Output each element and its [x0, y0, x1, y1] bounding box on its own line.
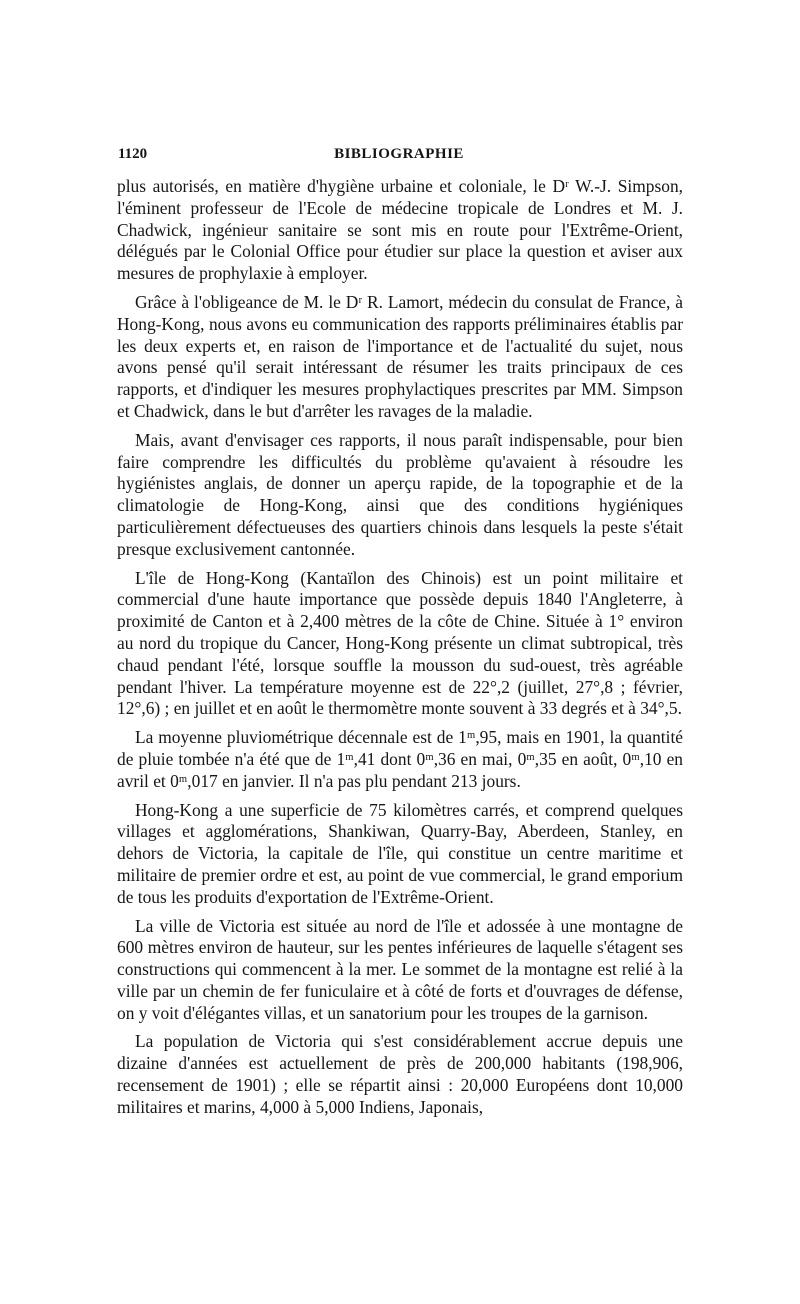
paragraph: Hong-Kong a une superficie de 75 kilomètres carrés, et comprend quelques villages et agglomérations, Shankiwan, Quarry-Bay, Aberdeen, Stanley, en dehors de Victoria, la capitale de l'île, qui constitue un centre maritime et militaire de premier ordre et est, au point de vue commercial, le grand emporium de tous les produits d'exportation de l'Extrême-Orient. [117, 799, 683, 907]
paragraph: L'île de Hong-Kong (Kantaïlon des Chinois) est un point militaire et commercial d'une haute importance que possède depuis 1840 l'Angleterre, à proximité de Canton et à 2,400 mètres de la côte de Chine. Située à 1° environ au nord du tropique du Cancer, Hong-Kong présente un climat subtropical, très chaud pendant l'été, lorsque souffle la mousson du sud-ouest, très agréable pendant l'hiver. La température moyenne est de 22°,2 (juillet, 27°,8 ; février, 12°,6) ; en juillet et en août le thermomètre monte souvent à 33 degrés et à 34°,5. [117, 567, 683, 719]
paragraph: Grâce à l'obligeance de M. le Dʳ R. Lamort, médecin du consulat de France, à Hong-Kong, nous avons eu communication des rapports préliminaires établis par les deux experts et, en raison de l'importance et de l'actualité du sujet, nous avons pensé qu'il serait intéressant de résumer les traits principaux de ces rapports, et d'indiquer les mesures prophylactiques prescrites par MM. Simpson et Chadwick, dans le but d'arrêter les ravages de la maladie. [117, 291, 683, 421]
paragraph: La population de Victoria qui s'est considérablement accrue depuis une dizaine d'années est actuellement de près de 200,000 habitants (198,906, recensement de 1901) ; elle se répartit ainsi : 20,000 Européens dont 10,000 militaires et marins, 4,000 à 5,000 Indiens, Japonais, [117, 1031, 683, 1117]
page-header [118, 146, 680, 166]
running-title: BIBLIOGRAPHIE [334, 146, 464, 162]
paragraph: plus autorisés, en matière d'hygiène urbaine et coloniale, le Dʳ W.-J. Simpson, l'éminent professeur de l'Ecole de médecine tropicale de Londres et M. J. Chadwick, ingénieur sanitaire se sont mis en route pour l'Extrême-Orient, délégués par le Colonial Office pour étudier sur place la question et aviser aux mesures de prophylaxie à employer. [117, 176, 683, 284]
paragraph: La moyenne pluviométrique décennale est de 1ᵐ,95, mais en 1901, la quantité de pluie tombée n'a été que de 1ᵐ,41 dont 0ᵐ,36 en mai, 0ᵐ,35 en août, 0ᵐ,10 en avril et 0ᵐ,017 en janvier. Il n'a pas plu pendant 213 jours. [117, 727, 683, 791]
body-text [117, 176, 683, 1126]
page-number: 1120 [118, 146, 148, 162]
paragraph: Mais, avant d'envisager ces rapports, il nous paraît indispensable, pour bien faire comprendre les difficultés du problème qu'avaient à résoudre les hygiénistes anglais, de donner un aperçu rapide, de la topographie et de la climatologie de Hong-Kong, ainsi que des conditions hygiéniques particulièrement défectueuses des quartiers chinois dans lesquels la peste s'était presque exclusivement cantonnée. [117, 429, 683, 559]
paragraph: La ville de Victoria est située au nord de l'île et adossée à une montagne de 600 mètres environ de hauteur, sur les pentes inférieures de laquelle s'étagent ses constructions qui commencent à la mer. Le sommet de la montagne est relié à la ville par un chemin de fer funiculaire et à côté de forts et d'ouvrages de défense, on y voit d'élégantes villas, et un sanatorium pour les troupes de la garnison. [117, 915, 683, 1023]
